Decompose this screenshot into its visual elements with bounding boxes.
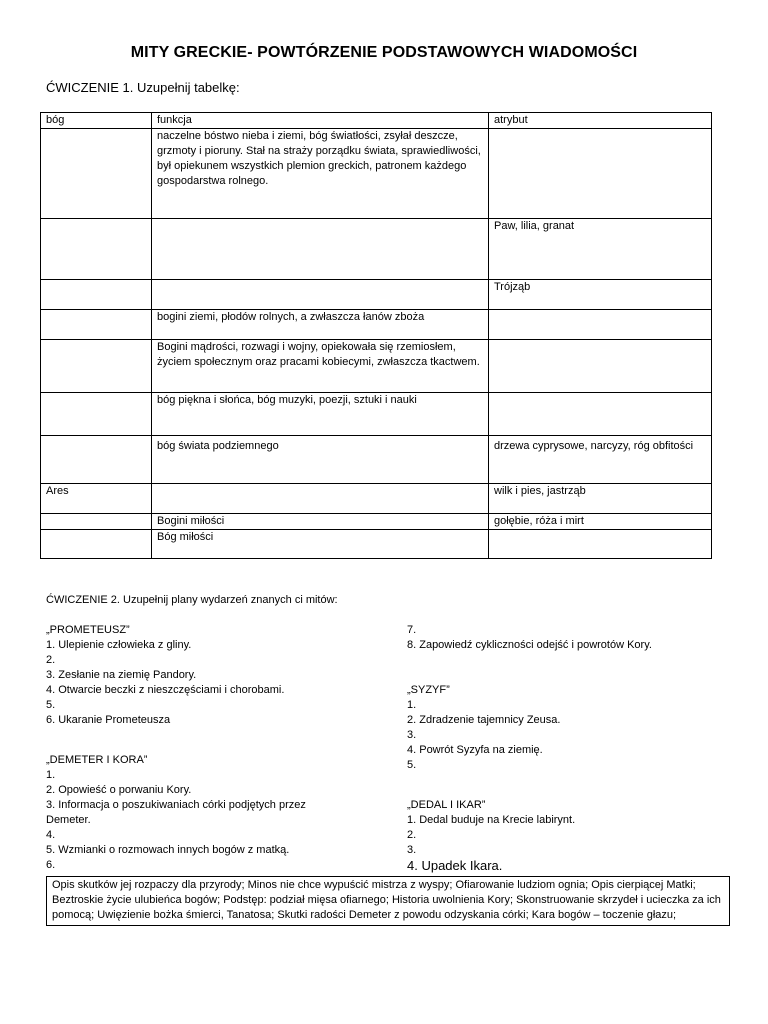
list-item: Demeter. — [46, 814, 91, 826]
list-item: 1. Ulepienie człowieka z gliny. — [46, 639, 192, 651]
list-item[interactable]: 5. — [46, 699, 56, 711]
table-row — [41, 530, 712, 559]
cell-attribute[interactable] — [489, 340, 712, 393]
cell-function: Bogini miłości — [152, 514, 489, 530]
cell-function[interactable] — [152, 219, 489, 280]
word-bank-box: Opis skutków jej rozpaczy dla przyrody; Minos nie chce wypuścić mistrza z wyspy; Ofiarowanie ludziom ognia; Opis cierpiącej Matki; Beztroskie życie ulubieńca bogów; Podstęp: podział mięsa ofiarnego; Historia uwolnienia Kory; Skonstruowanie skrzydeł i ucieczka za ich pomocą; Uwięzienie bożka śmierci, Tanatosa; Skutki radości Demeter z powodu odzyskania córki; Kara bogów – toczenie głazu; — [46, 876, 730, 926]
page-title: MITY GRECKIE- POWTÓRZENIE PODSTAWOWYCH WIADOMOŚCI — [130, 44, 638, 61]
cell-god[interactable] — [41, 393, 152, 436]
table-row — [41, 484, 712, 514]
cell-attribute[interactable] — [489, 129, 712, 219]
table-row — [41, 393, 712, 436]
cell-function[interactable] — [152, 280, 489, 310]
cell-god[interactable] — [41, 436, 152, 484]
list-item: 4. Powrót Syzyfa na ziemię. — [407, 744, 543, 756]
cell-function: bóg świata podziemnego — [152, 436, 489, 484]
table-row — [41, 514, 712, 530]
list-item: 6. Ukaranie Prometeusza — [46, 714, 171, 726]
table-row — [41, 436, 712, 484]
list-item[interactable]: 3. — [407, 729, 417, 741]
right-column — [407, 623, 652, 873]
list-item[interactable]: 1. — [46, 769, 56, 781]
spacer — [407, 773, 652, 788]
list-item[interactable]: 3. — [407, 844, 417, 856]
list-item[interactable]: 4. — [46, 829, 56, 841]
list-item[interactable]: 6. — [46, 859, 56, 871]
spacer — [407, 788, 652, 798]
cell-god[interactable] — [41, 129, 152, 219]
header-function: funkcja — [152, 113, 489, 129]
cell-god[interactable] — [41, 219, 152, 280]
cell-god[interactable] — [41, 514, 152, 530]
cell-attribute: Paw, lilia, granat — [489, 219, 712, 280]
list-item: 5. Wzmianki o rozmowach innych bogów z matką. — [46, 844, 290, 856]
list-item: 4. Upadek Ikara. — [407, 858, 503, 873]
list-item[interactable]: 2. — [407, 829, 417, 841]
table-row — [41, 129, 712, 219]
gods-table — [40, 112, 712, 559]
table-row — [41, 340, 712, 393]
exercise1-label: ĆWICZENIE 1. Uzupełnij tabelkę: — [46, 80, 240, 95]
cell-function: Bóg miłości — [152, 530, 489, 559]
list-item[interactable]: 1. — [407, 699, 417, 711]
cell-function: naczelne bóstwo nieba i ziemi, bóg światłości, zsyłał deszcze, grzmoty i pioruny. Stał na straży porządku świata, sprawiedliwości, był opiekunem wszystkich plemion greckich, patronem każdego gospodarstwa rolnego. — [152, 129, 489, 219]
cell-attribute[interactable] — [489, 310, 712, 340]
header-god: bóg — [41, 113, 152, 129]
list-item[interactable]: 2. — [46, 654, 56, 666]
list-item: 3. Informacja o poszukiwaniach córki podjętych przez — [46, 799, 306, 811]
cell-god[interactable] — [41, 280, 152, 310]
myth-title-prometeusz: „PROMETEUSZ” — [46, 624, 130, 636]
list-item: 4. Otwarcie beczki z nieszczęściami i chorobami. — [46, 684, 285, 696]
cell-god[interactable] — [41, 530, 152, 559]
myth-title-demeter: „DEMETER I KORA” — [46, 754, 148, 766]
cell-attribute: gołębie, róża i mirt — [489, 514, 712, 530]
spacer — [407, 653, 652, 668]
list-item: 2. Zdradzenie tajemnicy Zeusa. — [407, 714, 561, 726]
cell-attribute[interactable] — [489, 393, 712, 436]
spacer — [46, 743, 306, 753]
cell-attribute: wilk i pies, jastrząb — [489, 484, 712, 514]
left-column — [46, 623, 306, 873]
cell-god: Ares — [41, 484, 152, 514]
spacer — [46, 728, 306, 743]
list-item[interactable]: 7. — [407, 624, 417, 636]
cell-function: bogini ziemi, płodów rolnych, a zwłaszcza łanów zboża — [152, 310, 489, 340]
list-item: 2. Opowieść o porwaniu Kory. — [46, 784, 192, 796]
list-item: 3. Zesłanie na ziemię Pandory. — [46, 669, 197, 681]
cell-attribute: drzewa cyprysowe, narcyzy, róg obfitości — [489, 436, 712, 484]
cell-god[interactable] — [41, 310, 152, 340]
cell-attribute[interactable] — [489, 530, 712, 559]
cell-attribute: Trójząb — [489, 280, 712, 310]
table-row — [41, 219, 712, 280]
table-row — [41, 280, 712, 310]
cell-function[interactable] — [152, 484, 489, 514]
myth-title-syzyf: „SYZYF” — [407, 684, 450, 696]
list-item: 8. Zapowiedź cykliczności odejść i powrotów Kory. — [407, 639, 652, 651]
table-header-row — [41, 113, 712, 129]
table-row — [41, 310, 712, 340]
cell-god[interactable] — [41, 340, 152, 393]
cell-function: bóg piękna i słońca, bóg muzyki, poezji, sztuki i nauki — [152, 393, 489, 436]
list-item: 1. Dedal buduje na Krecie labirynt. — [407, 814, 576, 826]
myth-title-dedal: „DEDAL I IKAR” — [407, 799, 486, 811]
cell-function: Bogini mądrości, rozwagi i wojny, opiekowała się rzemiosłem, życiem społecznym oraz pracami kobiecymi, zwłaszcza tkactwem. — [152, 340, 489, 393]
spacer — [407, 668, 652, 683]
list-item[interactable]: 5. — [407, 759, 417, 771]
header-attribute: atrybut — [489, 113, 712, 129]
exercise2-label: ĆWICZENIE 2. Uzupełnij plany wydarzeń znanych ci mitów: — [46, 594, 338, 606]
